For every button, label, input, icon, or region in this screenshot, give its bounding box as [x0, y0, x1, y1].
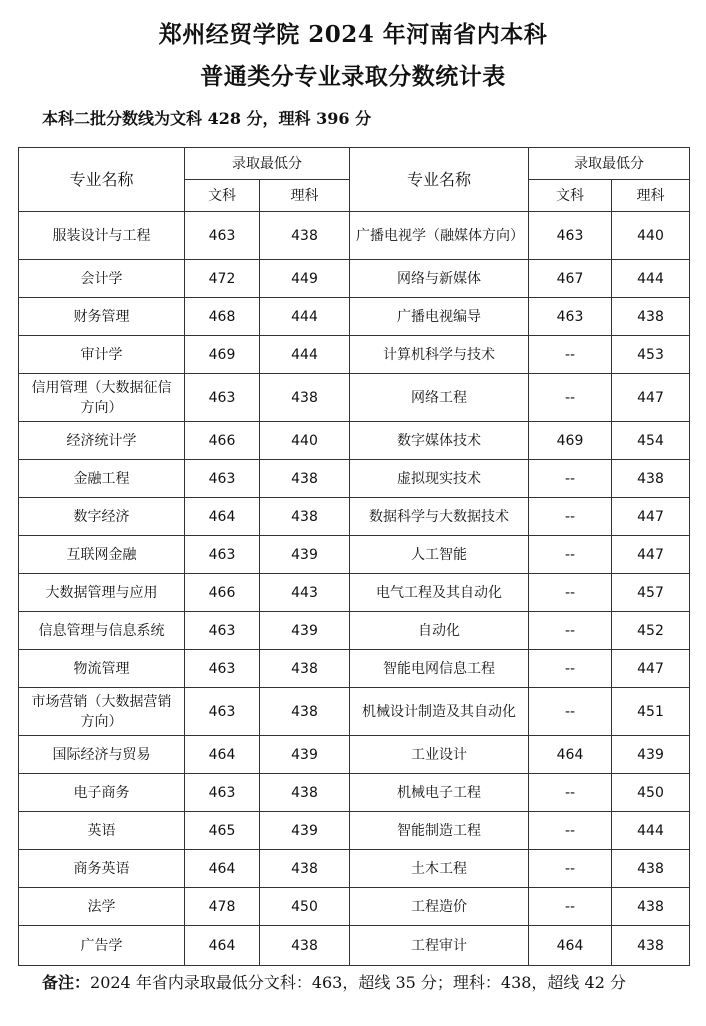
science-score-cell: 453: [612, 336, 690, 374]
liberal-arts-score-cell: --: [529, 774, 612, 812]
liberal-arts-score-cell: 463: [185, 688, 260, 736]
liberal-arts-score-cell: 464: [185, 926, 260, 966]
science-score-cell: 438: [612, 298, 690, 336]
major-name-cell: 数字经济: [19, 498, 185, 536]
liberal-arts-score-cell: --: [529, 612, 612, 650]
liberal-arts-score-cell: 463: [185, 650, 260, 688]
table-row: [19, 498, 690, 536]
cutoff-line-text: 本科二批分数线为文科 428 分，理科 396 分: [42, 109, 372, 128]
liberal-arts-score-cell: 463: [529, 212, 612, 260]
liberal-arts-score-cell: 463: [185, 612, 260, 650]
major-name-cell: 大数据管理与应用: [19, 574, 185, 612]
major-name-cell: 土木工程: [350, 850, 529, 888]
major-name-cell: 审计学: [19, 336, 185, 374]
liberal-arts-score-cell: 463: [185, 536, 260, 574]
table-row: [19, 926, 690, 966]
science-score-cell: 451: [612, 688, 690, 736]
table-row: [19, 374, 690, 422]
science-header: 理科: [260, 180, 350, 212]
major-name-cell: 信用管理（大数据征信方向）: [19, 374, 185, 422]
table-row: [19, 812, 690, 850]
page-title: 郑州经贸学院 2024 年河南省内本科: [158, 21, 548, 48]
table-row: [19, 298, 690, 336]
major-name-cell: 网络工程: [350, 374, 529, 422]
liberal-arts-score-cell: 466: [185, 422, 260, 460]
table-row: [19, 336, 690, 374]
table-row: [19, 774, 690, 812]
liberal-arts-score-cell: --: [529, 850, 612, 888]
major-name-cell: 智能电网信息工程: [350, 650, 529, 688]
major-name-cell: 金融工程: [19, 460, 185, 498]
science-score-cell: 438: [612, 850, 690, 888]
page-subtitle: 普通类分专业录取分数统计表: [200, 63, 506, 90]
liberal-arts-score-cell: --: [529, 374, 612, 422]
table-row: [19, 888, 690, 926]
major-name-cell: 财务管理: [19, 298, 185, 336]
major-name-cell: 智能制造工程: [350, 812, 529, 850]
science-score-cell: 447: [612, 536, 690, 574]
science-score-cell: 438: [260, 374, 350, 422]
liberal-arts-score-cell: 472: [185, 260, 260, 298]
major-name-cell: 电子商务: [19, 774, 185, 812]
major-name-cell: 国际经济与贸易: [19, 736, 185, 774]
liberal-arts-score-cell: 463: [185, 460, 260, 498]
liberal-arts-score-cell: 466: [185, 574, 260, 612]
science-score-cell: 457: [612, 574, 690, 612]
major-name-cell: 信息管理与信息系统: [19, 612, 185, 650]
liberal-arts-score-cell: 464: [185, 498, 260, 536]
major-name-cell: 商务英语: [19, 850, 185, 888]
table-header-row: [19, 148, 690, 180]
science-score-cell: 439: [612, 736, 690, 774]
table-row: [19, 650, 690, 688]
science-score-cell: 447: [612, 498, 690, 536]
science-score-cell: 450: [260, 888, 350, 926]
major-name-cell: 会计学: [19, 260, 185, 298]
science-score-cell: 452: [612, 612, 690, 650]
major-name-cell: 电气工程及其自动化: [350, 574, 529, 612]
major-name-cell: 数字媒体技术: [350, 422, 529, 460]
science-score-cell: 440: [260, 422, 350, 460]
science-score-cell: 438: [260, 774, 350, 812]
liberal-arts-score-cell: 469: [185, 336, 260, 374]
liberal-arts-score-cell: --: [529, 688, 612, 736]
major-name-cell: 广播电视编导: [350, 298, 529, 336]
science-score-cell: 438: [260, 688, 350, 736]
major-name-cell: 广播电视学（融媒体方向）: [350, 212, 529, 260]
table-row: [19, 736, 690, 774]
major-name-cell: 数据科学与大数据技术: [350, 498, 529, 536]
liberal-arts-score-cell: --: [529, 498, 612, 536]
major-name-cell: 广告学: [19, 926, 185, 966]
science-score-cell: 438: [260, 850, 350, 888]
science-score-cell: 439: [260, 536, 350, 574]
liberal-arts-score-cell: 464: [529, 736, 612, 774]
science-score-cell: 444: [260, 298, 350, 336]
science-score-cell: 438: [612, 926, 690, 966]
liberal-arts-score-cell: 468: [185, 298, 260, 336]
major-name-cell: 互联网金融: [19, 536, 185, 574]
science-score-cell: 438: [260, 212, 350, 260]
table-row: [19, 460, 690, 498]
major-name-header: 专业名称: [19, 148, 185, 212]
science-score-cell: 454: [612, 422, 690, 460]
major-name-cell: 法学: [19, 888, 185, 926]
liberal-arts-score-cell: --: [529, 460, 612, 498]
science-score-cell: 438: [260, 926, 350, 966]
liberal-arts-score-cell: --: [529, 888, 612, 926]
major-name-cell: 物流管理: [19, 650, 185, 688]
table-row: [19, 688, 690, 736]
table-row: [19, 574, 690, 612]
liberal-arts-score-cell: 469: [529, 422, 612, 460]
table-row: [19, 422, 690, 460]
major-name-cell: 工程审计: [350, 926, 529, 966]
science-score-cell: 438: [260, 650, 350, 688]
liberal-arts-score-cell: 467: [529, 260, 612, 298]
footnote: [42, 970, 626, 993]
liberal-arts-score-cell: --: [529, 574, 612, 612]
science-score-cell: 449: [260, 260, 350, 298]
major-name-cell: 工程造价: [350, 888, 529, 926]
science-score-cell: 444: [260, 336, 350, 374]
science-score-cell: 447: [612, 650, 690, 688]
table-row: [19, 260, 690, 298]
table-row: [19, 612, 690, 650]
liberal-arts-score-cell: 463: [185, 374, 260, 422]
liberal-arts-score-cell: 478: [185, 888, 260, 926]
liberal-arts-header: 文科: [185, 180, 260, 212]
major-name-cell: 人工智能: [350, 536, 529, 574]
science-score-cell: 439: [260, 612, 350, 650]
science-score-cell: 438: [260, 460, 350, 498]
science-score-cell: 438: [260, 498, 350, 536]
liberal-arts-score-cell: 463: [185, 212, 260, 260]
table-row: [19, 536, 690, 574]
science-score-cell: 444: [612, 260, 690, 298]
admission-score-table: [18, 147, 690, 966]
liberal-arts-score-cell: 465: [185, 812, 260, 850]
major-name-cell: 经济统计学: [19, 422, 185, 460]
liberal-arts-score-cell: --: [529, 336, 612, 374]
table-row: [19, 850, 690, 888]
major-name-cell: 自动化: [350, 612, 529, 650]
liberal-arts-score-cell: --: [529, 650, 612, 688]
liberal-arts-score-cell: 463: [529, 298, 612, 336]
major-name-cell: 网络与新媒体: [350, 260, 529, 298]
science-header: 理科: [612, 180, 690, 212]
science-score-cell: 443: [260, 574, 350, 612]
major-name-cell: 虚拟现实技术: [350, 460, 529, 498]
major-name-cell: 机械电子工程: [350, 774, 529, 812]
liberal-arts-score-cell: 464: [185, 850, 260, 888]
science-score-cell: 439: [260, 812, 350, 850]
table-row: [19, 212, 690, 260]
liberal-arts-score-cell: 463: [185, 774, 260, 812]
major-name-cell: 计算机科学与技术: [350, 336, 529, 374]
major-name-cell: 英语: [19, 812, 185, 850]
major-name-cell: 服装设计与工程: [19, 212, 185, 260]
major-name-cell: 市场营销（大数据营销方向）: [19, 688, 185, 736]
science-score-cell: 438: [612, 888, 690, 926]
liberal-arts-score-cell: --: [529, 812, 612, 850]
liberal-arts-score-cell: 464: [529, 926, 612, 966]
science-score-cell: 447: [612, 374, 690, 422]
science-score-cell: 440: [612, 212, 690, 260]
liberal-arts-header: 文科: [529, 180, 612, 212]
science-score-cell: 439: [260, 736, 350, 774]
liberal-arts-score-cell: --: [529, 536, 612, 574]
min-score-header: 录取最低分: [529, 148, 690, 180]
science-score-cell: 444: [612, 812, 690, 850]
science-score-cell: 438: [612, 460, 690, 498]
footnote-text: 2024 年省内录取最低分文科：463，超线 35 分；理科：438，超线 42 分: [90, 973, 626, 992]
major-name-cell: 工业设计: [350, 736, 529, 774]
liberal-arts-score-cell: 464: [185, 736, 260, 774]
major-name-header: 专业名称: [350, 148, 529, 212]
major-name-cell: 机械设计制造及其自动化: [350, 688, 529, 736]
footnote-label: 备注：: [42, 973, 91, 992]
min-score-header: 录取最低分: [185, 148, 350, 180]
science-score-cell: 450: [612, 774, 690, 812]
